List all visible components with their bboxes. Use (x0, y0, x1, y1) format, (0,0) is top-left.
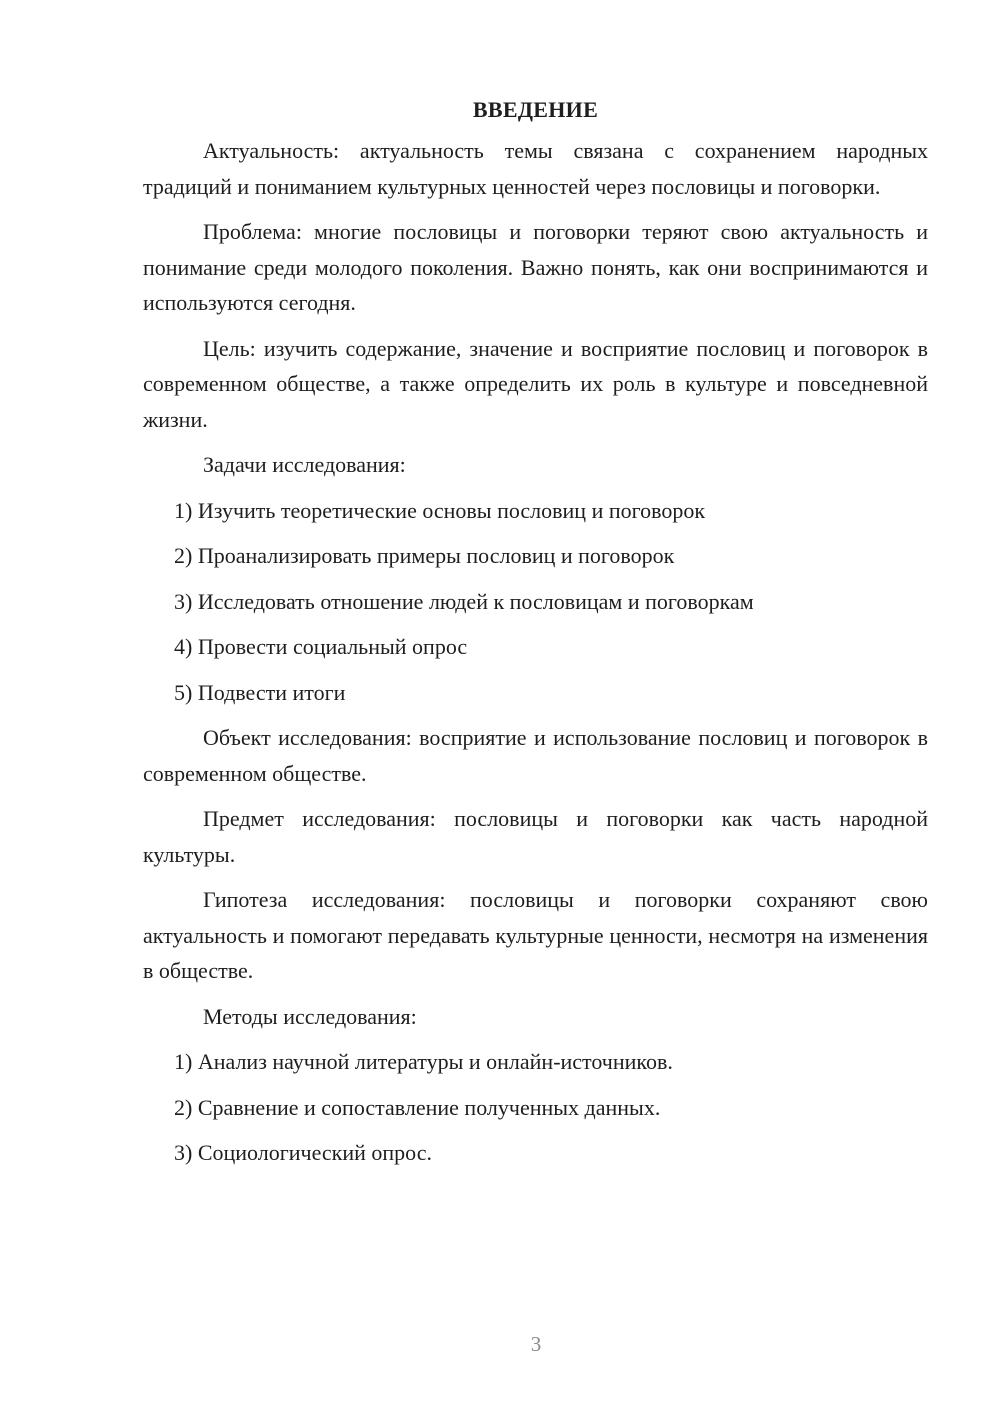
document-page (143, 92, 928, 1181)
list-item: 2) Проанализировать примеры пословиц и поговорок (174, 543, 675, 568)
document-title: ВВЕДЕНИЕ (472, 97, 599, 122)
paragraph-problem: Проблема: многие пословицы и поговорки теряют свою актуальность и понимание среди молодого поколения. Важно понять, как они воспринимаются и используются сегодня. (143, 219, 928, 315)
list-item: 1) Анализ научной литературы и онлайн-источников. (174, 1049, 673, 1074)
methods-heading: Методы исследования: (203, 1003, 417, 1029)
list-item: 3) Социологический опрос. (174, 1140, 432, 1165)
list-item: 5) Подвести итоги (174, 679, 346, 705)
list-item: 3) Исследовать отношение людей к пословицам и поговоркам (174, 588, 754, 614)
tasks-heading: Задачи исследования: (203, 452, 406, 477)
paragraph-relevance: Актуальность: актуальность темы связана с сохранением народных традиций и пониманием культурных ценностей через пословицы и поговорки. (143, 138, 928, 199)
paragraph-goal: Цель: изучить содержание, значение и восприятие пословиц и поговорок в современном обществе, а также определить их роль в культуре и повседневной жизни. (143, 335, 928, 432)
paragraph-hypothesis: Гипотеза исследования: пословицы и поговорки сохраняют свою актуальность и помогают передавать культурные ценности, несмотря на изменения в обществе. (143, 887, 928, 983)
list-item: 1) Изучить теоретические основы пословиц и поговорок (174, 497, 706, 523)
list-item: 4) Провести социальный опрос (174, 634, 468, 659)
page-number: 3 (530, 1332, 542, 1356)
paragraph-object: Объект исследования: восприятие и использование пословиц и поговорок в современном обществе. (143, 725, 928, 786)
tasks-list (143, 493, 928, 711)
list-item: 2) Сравнение и сопоставление полученных данных. (174, 1094, 661, 1120)
methods-list (143, 1044, 928, 1171)
paragraph-subject: Предмет исследования: пословицы и поговорки как часть народной культуры. (143, 806, 928, 867)
